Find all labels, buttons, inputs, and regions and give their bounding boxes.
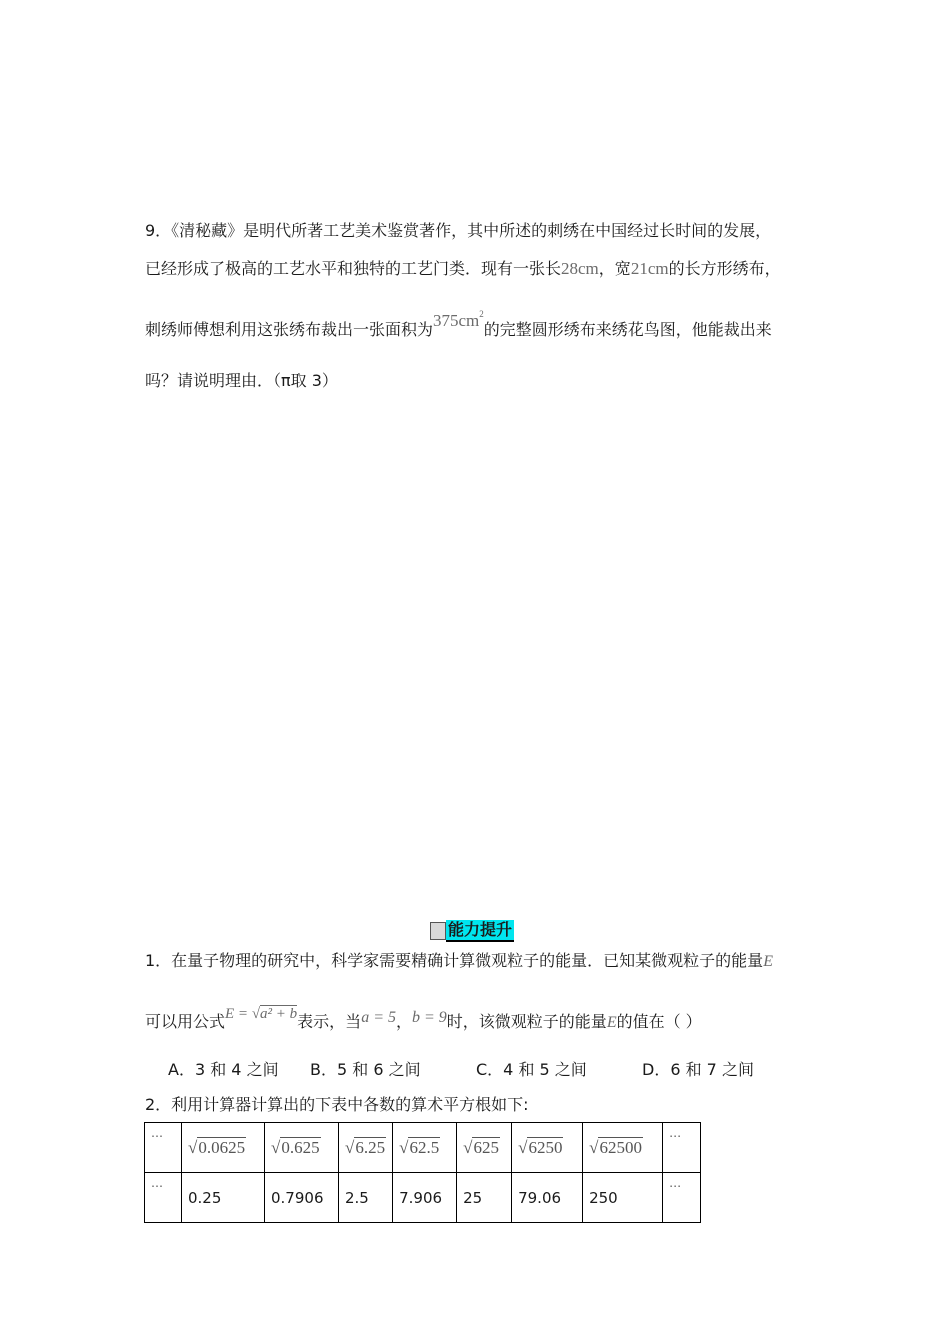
energy-symbol: E (606, 1014, 617, 1031)
radical-cell: √6.25 (339, 1123, 393, 1173)
radicand: 0.0625 (198, 1137, 246, 1157)
table-row (145, 1173, 701, 1223)
b-value: b = 9 (412, 1009, 447, 1026)
q2-text: 2．利用计算器计算出的下表中各数的算术平方根如下: (145, 1095, 529, 1114)
section-marker (430, 922, 446, 940)
q9-line-1: 9．《清秘藏》是明代所著工艺美术鉴赏著作，其中所述的刺绣在中国经过长时间的发展， (145, 221, 772, 240)
root-cell: 7.906 (393, 1173, 457, 1223)
radical-cell: √0.0625 (182, 1123, 265, 1173)
root-cell: 2.5 (339, 1173, 393, 1223)
radical-sign: √ (251, 1006, 261, 1022)
q9-text: 的长方形绣布， (668, 259, 781, 278)
radicand: 0.625 (281, 1137, 320, 1157)
radicand: 625 (473, 1137, 499, 1157)
q9-line-4: 吗？请说明理由．（π取 3） (145, 371, 338, 390)
q9-line-3 (145, 309, 772, 340)
option-c[interactable]: C．4 和 5 之间 (476, 1060, 587, 1079)
section-title-text: 能力提升 (446, 920, 514, 942)
option-d[interactable]: D．6 和 7 之间 (642, 1060, 754, 1079)
radical-cell: √6250 (512, 1123, 583, 1173)
formula-radicand: a² + b (260, 1006, 298, 1022)
formula-lhs: E = (225, 1006, 252, 1022)
table-row (145, 1123, 701, 1173)
energy-formula (225, 1006, 297, 1022)
radical-cell: √62500 (583, 1123, 663, 1173)
energy-symbol: E (763, 953, 773, 970)
option-b[interactable]: B．5 和 6 之间 (310, 1060, 421, 1079)
q9-line-2 (145, 256, 781, 279)
option-a[interactable]: A．3 和 4 之间 (168, 1060, 279, 1079)
radicand: 62500 (599, 1137, 642, 1157)
q1-line-1 (145, 948, 773, 971)
section-title (430, 921, 514, 941)
q9-text: 已经形成了极高的工艺水平和独特的工艺门类．现有一张长 (145, 259, 562, 278)
q1-text: 的值在（ ） (616, 1012, 702, 1031)
q9-text: 的完整圆形绣布来绣花鸟图，他能裁出来 (483, 320, 772, 339)
q1-text: 1．在量子物理的研究中，科学家需要精确计算微观粒子的能量．已知某微观粒子的能量 (145, 951, 764, 970)
q1-options (168, 1057, 808, 1077)
area-number: 375cm (433, 311, 480, 330)
root-cell: 250 (583, 1173, 663, 1223)
radicand: 62.5 (409, 1137, 440, 1157)
q1-text: 时，该微观粒子的能量 (446, 1012, 607, 1031)
ellipsis-cell: ⋯ (145, 1123, 182, 1173)
q9-text: 刺绣师傅想利用这张绣布裁出一张面积为 (145, 320, 434, 339)
ellipsis-cell: ⋯ (663, 1173, 701, 1223)
q1-text: 可以用公式 (145, 1012, 226, 1031)
root-cell: 0.7906 (265, 1173, 339, 1223)
q1-text: ， (395, 1012, 412, 1031)
root-cell: 79.06 (512, 1173, 583, 1223)
area-exponent: 2 (479, 309, 484, 319)
root-cell: 0.25 (182, 1173, 265, 1223)
ellipsis-cell: ⋯ (663, 1123, 701, 1173)
a-value: a = 5 (361, 1009, 396, 1026)
radical-cell: √62.5 (393, 1123, 457, 1173)
radicand: 6250 (528, 1137, 563, 1157)
sqrt-table (144, 1122, 701, 1223)
root-cell: 25 (457, 1173, 512, 1223)
length-value: 28cm (561, 259, 599, 278)
radical-cell: √0.625 (265, 1123, 339, 1173)
q1-line-2 (145, 1006, 702, 1032)
ellipsis-cell: ⋯ (145, 1173, 182, 1223)
q9-text: ，宽 (598, 259, 631, 278)
radical-cell: √625 (457, 1123, 512, 1173)
radicand: 6.25 (355, 1137, 386, 1157)
width-value: 21cm (630, 259, 669, 278)
q1-text: 表示，当 (297, 1012, 362, 1031)
area-value (433, 311, 484, 330)
